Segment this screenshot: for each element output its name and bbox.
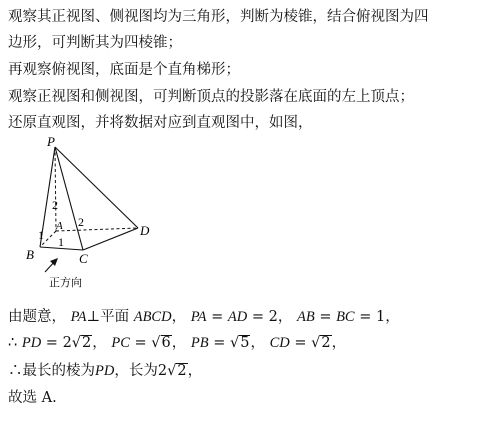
plane-word: 平面 bbox=[100, 309, 130, 325]
edge-pa bbox=[55, 147, 56, 231]
sqrt-2c bbox=[167, 362, 187, 380]
coefficient-two: 2 bbox=[157, 363, 168, 379]
vertex-label-c: C bbox=[79, 251, 88, 266]
edge-label-bc: 1 bbox=[58, 235, 64, 249]
symbol-abcd: ABCD bbox=[133, 309, 172, 325]
equals: = bbox=[294, 335, 307, 351]
paragraph-line-1: 观察其正视图、侧视图均为三角形，判断为棱锥，结合俯视图为四 bbox=[8, 9, 429, 25]
radicand-2c: 2 bbox=[177, 363, 187, 379]
symbol-pa-2: PA bbox=[190, 309, 207, 325]
comma: ， bbox=[331, 335, 347, 351]
symbol-pc: PC bbox=[111, 335, 130, 351]
comma: ， bbox=[250, 335, 265, 351]
radicand-2: 2 bbox=[82, 335, 92, 351]
solution-answer: 故选 A. bbox=[8, 390, 57, 406]
solution-line-2 bbox=[8, 334, 346, 352]
radical-sign: √ bbox=[151, 335, 161, 351]
symbol-bc: BC bbox=[336, 309, 355, 325]
perp-symbol: ⊥ bbox=[86, 309, 101, 325]
paragraph-line-2: 边形，可判断其为四棱锥； bbox=[8, 35, 182, 51]
equals: = bbox=[211, 309, 224, 325]
equals: = bbox=[319, 309, 332, 325]
edge-ad bbox=[56, 228, 138, 231]
longest-mid: ，长为 bbox=[114, 363, 158, 379]
symbol-ad: AD bbox=[227, 309, 248, 325]
longest-text: 最长的棱为 bbox=[22, 363, 95, 379]
comma: ， bbox=[385, 309, 400, 325]
therefore-symbol: ∴ bbox=[8, 363, 23, 379]
radical-sign: √ bbox=[71, 335, 82, 351]
edge-cd bbox=[83, 228, 138, 250]
edge-label-pa: 2 bbox=[52, 198, 58, 212]
comma: ， bbox=[92, 335, 107, 351]
radical-sign: √ bbox=[167, 363, 177, 379]
comma: ， bbox=[277, 309, 293, 325]
radical-sign: √ bbox=[229, 335, 240, 351]
symbol-pd: PD bbox=[21, 335, 42, 351]
sqrt-2 bbox=[72, 334, 92, 352]
vertex-label-a: A bbox=[56, 220, 63, 232]
intro-text: 由题意， bbox=[8, 309, 66, 325]
solution-line-3 bbox=[8, 362, 202, 380]
equals: = bbox=[213, 335, 226, 351]
equals: = bbox=[45, 335, 58, 351]
coefficient-two: 2 bbox=[62, 335, 72, 351]
radicand-2b: 2 bbox=[321, 335, 331, 351]
symbol-pb: PB bbox=[190, 335, 209, 351]
sqrt-6 bbox=[151, 334, 171, 352]
vertex-label-b: B bbox=[26, 247, 34, 262]
symbol-cd: CD bbox=[269, 335, 290, 351]
radical-sign: √ bbox=[311, 335, 321, 351]
sqrt-2b bbox=[311, 334, 331, 352]
symbol-pd-2: PD bbox=[95, 363, 115, 379]
equals: = bbox=[359, 309, 372, 325]
front-direction-label: 正方向 bbox=[49, 277, 82, 289]
edge-pd bbox=[55, 147, 138, 228]
end-comma: ， bbox=[187, 363, 203, 379]
sqrt-5 bbox=[230, 334, 250, 352]
edge-label-ab: 1 bbox=[38, 228, 44, 242]
paragraph-line-3: 再观察俯视图，底面是个直角梯形； bbox=[8, 62, 240, 78]
value-two: 2 bbox=[268, 309, 278, 325]
equals: = bbox=[251, 309, 265, 325]
vertex-label-p: P bbox=[47, 134, 55, 149]
solution-line-1 bbox=[8, 308, 400, 326]
pyramid-figure bbox=[18, 133, 188, 293]
paragraph-line-5: 还原直观图，并将数据对应到直观图中，如图， bbox=[8, 115, 313, 131]
symbol-ab: AB bbox=[296, 309, 315, 325]
equals: = bbox=[134, 335, 147, 351]
value-one: 1 bbox=[375, 309, 386, 325]
vertex-label-d: D bbox=[140, 223, 150, 238]
symbol-pa: PA bbox=[70, 309, 87, 325]
radicand-5: 5 bbox=[240, 335, 250, 351]
therefore-symbol: ∴ bbox=[8, 335, 18, 351]
paragraph-line-4: 观察正视图和侧视图，可判断顶点的投影落在底面的左上顶点； bbox=[8, 89, 414, 105]
comma: ， bbox=[171, 309, 187, 325]
radicand-6: 6 bbox=[161, 335, 171, 351]
comma: ， bbox=[171, 335, 187, 351]
edge-label-ad: 2 bbox=[78, 215, 84, 229]
